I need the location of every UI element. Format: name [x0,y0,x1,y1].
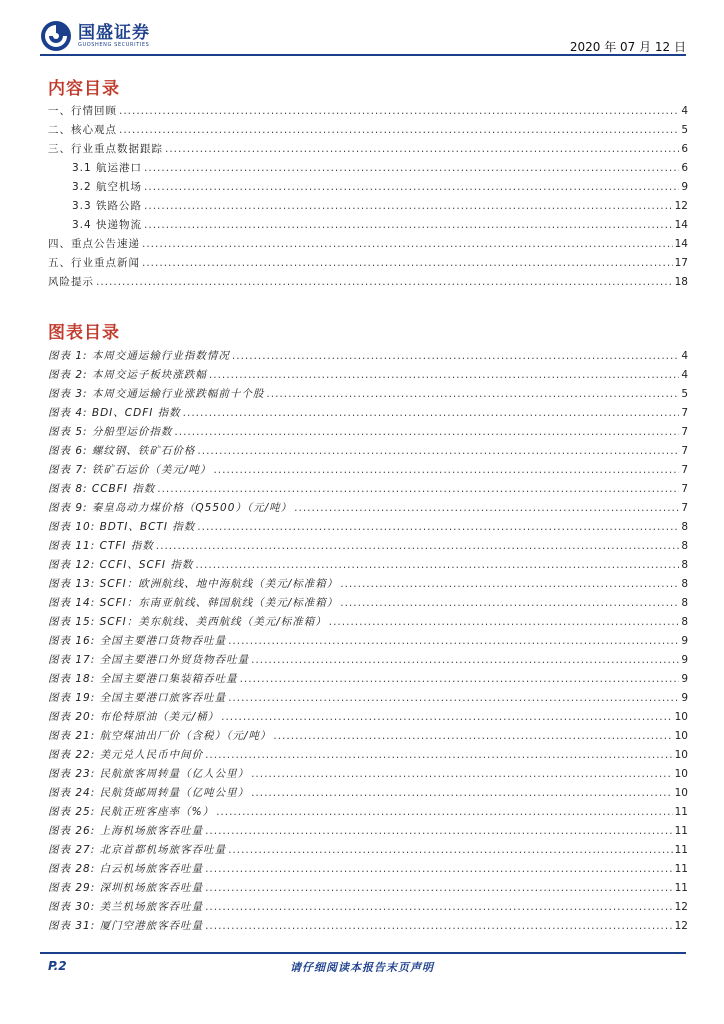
figure-entry[interactable] [48,632,688,651]
figure-entry[interactable] [48,366,688,385]
entry-label: 图表 30: 美兰机场旅客吞吐量 [48,901,204,913]
entry-page-number: 17 [674,257,688,269]
figures-list [48,347,688,936]
page-number: P.2 [48,959,67,973]
contents-entry[interactable] [48,102,688,121]
figure-entry[interactable] [48,385,688,404]
entry-label: 图表 15: SCFI：美东航线、美西航线（美元/标准箱） [48,616,327,628]
entry-page-number: 10 [674,749,688,761]
entry-label: 四、重点公告速递 [48,238,140,250]
entry-label: 风险提示 [48,276,94,288]
footer-disclaimer: 请仔细阅读本报告末页声明 [290,961,434,974]
page-header [0,0,724,56]
entry-label: 图表 18: 全国主要港口集装箱吞吐量 [48,673,238,685]
entry-label: 图表 11: CTFI 指数 [48,540,154,552]
entry-page-number: 11 [674,844,688,856]
dot-leader [144,159,679,178]
entry-label: 三、行业重点数据跟踪 [48,143,163,155]
entry-page-number: 8 [681,540,688,552]
figure-entry[interactable] [48,347,688,366]
entry-label: 图表 25: 民航正班客座率（%） [48,806,215,818]
entry-label: 图表 28: 白云机场旅客吞吐量 [48,863,204,875]
entry-page-number: 9 [681,654,688,666]
dot-leader [251,784,673,803]
figure-entry[interactable] [48,841,688,860]
entry-page-number: 7 [681,464,688,476]
dot-leader [156,537,680,556]
report-date: 2020 年 07 月 12 日 [569,40,686,54]
entry-label: 图表 17: 全国主要港口外贸货物吞吐量 [48,654,250,666]
logo-name-cn: 国盛证券 [78,22,150,43]
figure-entry[interactable] [48,727,688,746]
entry-label: 图表 16: 全国主要港口货物吞吐量 [48,635,227,647]
figure-entry[interactable] [48,518,688,537]
contents-entry[interactable] [48,121,688,140]
dot-leader [205,746,673,765]
entry-page-number: 6 [681,162,688,174]
entry-page-number: 11 [674,806,688,818]
contents-entry[interactable] [48,159,688,178]
dot-leader [205,860,673,879]
entry-label: 3.4 快递物流 [72,219,143,231]
entry-label: 图表 24: 民航货邮周转量（亿吨公里） [48,787,250,799]
header-divider [40,54,686,56]
figure-entry[interactable] [48,499,688,518]
entry-page-number: 6 [681,143,688,155]
entry-page-number: 7 [681,483,688,495]
entry-page-number: 11 [674,882,688,894]
entry-page-number: 11 [674,825,688,837]
contents-entry[interactable] [48,254,688,273]
dot-leader [251,651,679,670]
dot-leader [340,575,679,594]
contents-entry[interactable] [48,178,688,197]
entry-page-number: 9 [681,673,688,685]
contents-title: 内容目录 [48,79,120,99]
entry-page-number: 5 [681,388,688,400]
entry-label: 图表 29: 深圳机场旅客吞吐量 [48,882,204,894]
dot-leader [213,461,679,480]
entry-label: 图表 10: BDTI、BCTI 指数 [48,521,196,533]
figure-entry[interactable] [48,746,688,765]
figure-entry[interactable] [48,898,688,917]
entry-page-number: 4 [681,369,688,381]
figures-title: 图表目录 [48,323,120,343]
contents-entry[interactable] [48,140,688,159]
figure-entry[interactable] [48,803,688,822]
entry-page-number: 5 [681,124,688,136]
dot-leader [228,689,679,708]
entry-label: 图表 22: 美元兑人民币中间价 [48,749,204,761]
dot-leader [96,273,673,292]
figure-entry[interactable] [48,860,688,879]
entry-page-number: 4 [681,350,688,362]
entry-label: 图表 23: 民航旅客周转量（亿人公里） [48,768,250,780]
entry-page-number: 7 [681,445,688,457]
entry-label: 图表 12: CCFI、SCFI 指数 [48,559,194,571]
entry-page-number: 10 [674,768,688,780]
entry-label: 图表 4: BDI、CDFI 指数 [48,407,181,419]
dot-leader [119,102,679,121]
dot-leader [197,518,679,537]
entry-label: 图表 20: 布伦特原油（美元/桶） [48,711,220,723]
dot-leader [209,366,679,385]
dot-leader [183,404,680,423]
dot-leader [205,898,673,917]
figure-entry[interactable] [48,575,688,594]
entry-page-number: 10 [674,787,688,799]
logo-emblem-icon [40,20,72,52]
entry-label: 图表 26: 上海机场旅客吞吐量 [48,825,204,837]
dot-leader [142,235,673,254]
entry-label: 图表 3: 本周交通运输行业涨跌幅前十个股 [48,388,265,400]
entry-label: 图表 1: 本周交通运输行业指数情况 [48,350,230,362]
entry-page-number: 14 [674,219,688,231]
entry-page-number: 9 [681,181,688,193]
figure-entry[interactable] [48,670,688,689]
entry-page-number: 7 [681,426,688,438]
figure-entry[interactable] [48,480,688,499]
entry-label: 二、核心观点 [48,124,117,136]
entry-page-number: 12 [674,200,688,212]
dot-leader [119,121,679,140]
dot-leader [340,594,679,613]
entry-page-number: 8 [681,597,688,609]
dot-leader [232,347,679,366]
figure-entry[interactable] [48,765,688,784]
figure-entry[interactable] [48,404,688,423]
dot-leader [228,841,673,860]
company-logo [40,20,150,52]
dot-leader [174,423,679,442]
figure-entry[interactable] [48,822,688,841]
entry-label: 图表 5: 分船型运价指数 [48,426,173,438]
figure-entry[interactable] [48,594,688,613]
entry-page-number: 9 [681,635,688,647]
entry-label: 图表 2: 本周交运子板块涨跌幅 [48,369,207,381]
dot-leader [165,140,679,159]
entry-page-number: 14 [674,238,688,250]
figure-entry[interactable] [48,879,688,898]
entry-label: 图表 27: 北京首都机场旅客吞吐量 [48,844,227,856]
dot-leader [144,178,679,197]
entry-label: 一、行情回顾 [48,105,117,117]
entry-label: 3.3 铁路公路 [72,200,143,212]
entry-page-number: 11 [674,863,688,875]
figure-entry[interactable] [48,784,688,803]
dot-leader [142,254,673,273]
dot-leader [195,556,679,575]
contents-entry[interactable] [48,273,688,292]
entry-page-number: 7 [681,502,688,514]
dot-leader [266,385,679,404]
dot-leader [240,670,680,689]
figure-entry[interactable] [48,423,688,442]
figure-entry[interactable] [48,689,688,708]
entry-page-number: 12 [674,920,688,932]
figure-entry[interactable] [48,651,688,670]
figure-entry[interactable] [48,537,688,556]
entry-page-number: 12 [674,901,688,913]
entry-label: 3.2 航空机场 [72,181,143,193]
figure-entry[interactable] [48,442,688,461]
entry-page-number: 7 [681,407,688,419]
entry-label: 图表 7: 铁矿石运价（美元/吨） [48,464,212,476]
entry-label: 图表 19: 全国主要港口旅客吞吐量 [48,692,227,704]
logo-name-en: GUOSHENG SECURITIES [78,41,150,48]
dot-leader [251,765,673,784]
entry-label: 图表 14: SCFI：东南亚航线、韩国航线（美元/标准箱） [48,597,339,609]
entry-label: 图表 31: 厦门空港旅客吞吐量 [48,920,204,932]
figure-entry[interactable] [48,461,688,480]
entry-label: 3.1 航运港口 [72,162,143,174]
contents-entry[interactable] [48,197,688,216]
entry-page-number: 8 [681,521,688,533]
entry-page-number: 10 [674,730,688,742]
entry-label: 图表 8: CCBFI 指数 [48,483,156,495]
dot-leader [228,632,679,651]
entry-page-number: 8 [681,578,688,590]
dot-leader [205,822,673,841]
dot-leader [197,442,679,461]
contents-entry[interactable] [48,216,688,235]
contents-entry[interactable] [48,235,688,254]
figure-entry[interactable] [48,917,688,936]
figure-entry[interactable] [48,556,688,575]
dot-leader [273,727,672,746]
dot-leader [205,917,673,936]
figure-entry[interactable] [48,708,688,727]
dot-leader [205,879,673,898]
footer-divider [40,952,686,954]
entry-label: 图表 9: 秦皇岛动力煤价格（Q5500）（元/吨） [48,502,293,514]
figure-entry[interactable] [48,613,688,632]
entry-page-number: 9 [681,692,688,704]
entry-label: 五、行业重点新闻 [48,257,140,269]
entry-label: 图表 13: SCFI：欧洲航线、地中海航线（美元/标准箱） [48,578,339,590]
entry-page-number: 8 [681,559,688,571]
entry-label: 图表 21: 航空煤油出厂价（含税）（元/吨） [48,730,272,742]
dot-leader [157,480,679,499]
dot-leader [216,803,673,822]
entry-label: 图表 6: 螺纹钢、铁矿石价格 [48,445,196,457]
contents-list [48,102,688,292]
dot-leader [294,499,679,518]
entry-page-number: 18 [674,276,688,288]
dot-leader [144,197,673,216]
dot-leader [221,708,673,727]
entry-page-number: 10 [674,711,688,723]
dot-leader [144,216,673,235]
entry-page-number: 8 [681,616,688,628]
entry-page-number: 4 [681,105,688,117]
dot-leader [329,613,680,632]
